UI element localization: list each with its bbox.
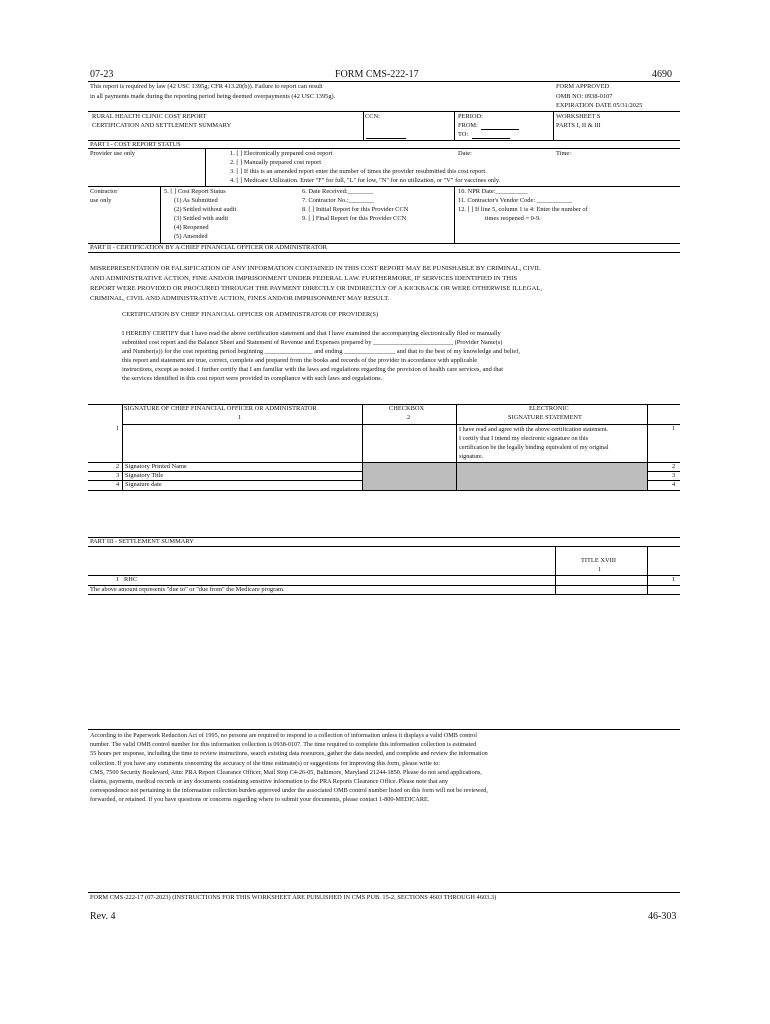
time-label: Time: xyxy=(556,150,572,157)
signatory-title-label: Signatory Title xyxy=(125,472,164,479)
ccn-label: CCN: xyxy=(365,113,380,120)
warning-statement: MISREPRESENTATION OR FALSIFICATION OF ANY INFORMATION CONTAINED IN THIS COST REPORT MAY BE PUNISHABLE BY CRIMINAL, CIVIL AND ADMINISTRATIVE ACTION, FINE AND/OR IMPRISONMENT UNDER FEDERAL LAW. FURTHERMORE, IF SERVICES IDENTIFIED IN THIS REPORT WERE PROVIDED OR PROCURED THROUGH THE PAYMENT DIRECTLY OR INDIRECTLY OF A KICKBACK OR WERE OTHERWISE ILLEGAL, CRIMINAL, CIVIL AND ADMINISTRATIVE ACTION, FINES AND/OR IMPRISONMENT MAY RESULT. xyxy=(90,265,543,302)
omb-number: OMB NO: 0938-0107 xyxy=(556,93,613,100)
initial-report-item: 8. [ ] Initial Report for this Provider CCN xyxy=(302,206,409,213)
row-number-right: 3 xyxy=(672,472,676,479)
shaded-cells xyxy=(457,463,647,490)
page-number: 46-303 xyxy=(648,911,677,922)
cert-title: CERTIFICATION BY CHIEF FINANCIAL OFFICER OR ADMINISTRATOR OF PROVIDER(S) xyxy=(122,311,379,318)
revision-number: Rev. 4 xyxy=(90,911,116,922)
sig-col-number: 1 xyxy=(238,414,242,421)
report-name-1: RURAL HEALTH CLINIC COST REPORT xyxy=(92,113,207,120)
rhc-label: RHC xyxy=(124,576,138,583)
signature-date-field[interactable] xyxy=(205,481,362,489)
form-title: FORM CMS-222-17 xyxy=(335,69,419,80)
status-item-3: 3. [ ] If this is an amended report enter the number of times the provider resubmitted this cost report. xyxy=(230,168,487,175)
npr-date: 10. NPR Date:__________ xyxy=(458,188,528,195)
cert-statement: I HEREBY CERTIFY that I have read the above certification statement and that I have examined the accompanying electronically filed or manually submitted cost report and the Balance Sheet and Statement of Revenue and Expenses prepared by _________________________ (Provider Name(s) and Number(s)) for the cost reporting period beginning _______________ and ending ________________ and that to the best of my knowledge and belief, this report and statement are true, correct, complete and prepared from the books and records of the provider in accordance with applicable instructions, except as noted. I further certify that I am familiar with the laws and regulations regarding the provision of health care services, and that the services identified in this cost report were provided in compliance with such laws and regulations. xyxy=(122,330,520,383)
part3-heading: PART III - SETTLEMENT SUMMARY xyxy=(90,538,194,545)
law-line-2: in all payments made during the reporting period being deemed overpayments (42 USC 1395g). xyxy=(90,93,336,100)
esig-col-header-2: SIGNATURE STATEMENT xyxy=(508,414,582,421)
to-label: TO: xyxy=(458,131,469,138)
row-number: 3 xyxy=(116,472,120,479)
row-number-right: 1 xyxy=(672,576,676,583)
contractor-label-2: use only xyxy=(90,197,112,204)
esig-col-header-1: ELECTRONIC xyxy=(529,405,569,412)
status-item-1: 1. [ ] Electronically prepared cost report xyxy=(230,150,333,157)
title-xviii-col-number: 1 xyxy=(598,566,602,573)
rhc-amount-field[interactable] xyxy=(556,576,647,584)
checkbox-col-number: 2 xyxy=(407,414,411,421)
status-option: (3) Settled with audit xyxy=(174,215,229,222)
status-option: (1) As Submitted xyxy=(174,197,218,204)
title-xviii-header: TITLE XVIII xyxy=(581,557,616,564)
reopened-item: 12. [ ] If line 5, column 1 is 4: Enter the number of xyxy=(458,206,588,213)
row-number: 1 xyxy=(116,425,120,432)
form-footer-note: FORM CMS-222-17 (07-2023) (INSTRUCTIONS FOR THIS WORKSHEET ARE PUBLISHED IN CMS PUB. 15-2, SECTIONS 4603 THROUGH 4603.3) xyxy=(90,894,497,901)
settlement-note: The above amount represents "due to" or "due from" the Medicare program. xyxy=(90,586,285,593)
law-line-1: This report is required by law (42 USC 1395g; CFR 413.20(b)). Failure to report can result xyxy=(90,83,323,90)
vendor-code: 11. Contractor's Vendor Code: ___________ xyxy=(458,197,572,204)
provider-use-label: Provider use only xyxy=(90,150,136,157)
signature-field[interactable] xyxy=(123,425,362,462)
form-number: 4690 xyxy=(652,69,672,80)
esig-statement: I have read and agree with the above certification statement. I certify that I intend my electronic signature on this certification be the legally binding equivalent of my original signature. xyxy=(459,426,609,461)
parts-label: PARTS I, II & III xyxy=(556,122,601,129)
signature-date-label: Signature date xyxy=(125,481,162,488)
row-number: 1 xyxy=(116,576,120,583)
expiration-date: EXPIRATION DATE 05/31/2025 xyxy=(556,102,643,109)
signatory-title-field[interactable] xyxy=(205,472,362,480)
paperwork-notice: According to the Paperwork Reduction Act of 1995, no persons are required to respond to a collection of information unless it displays a valid OMB control number. The valid OMB control number for this information collection is 0938-0107. The time required to complete this information collection is estimated 55 hours per response, including the time to review instructions, search existing data resources, gather the data needed, and complete and review the information collection. If you have any comments concerning the accuracy of the time estimate(s) or suggestions for improving this form, please write to: CMS, 7500 Security Boulevard, Attn: PRA Report Clearance Officer, Mail Stop C4-26-05, Baltimore, Maryland 21244-1850. Please do not send applications, claims, payments, medical records or any documents containing sensitive information to the PRA Reports Clearance Office. Please note that any correspondence not pertaining to the information collection burden approved under the associated OMB control number listed on this form will not be reviewed, forwarded, or retained. If you have questions or concerns regarding where to submit your documents, please contact 1-800-MEDICARE. xyxy=(90,732,488,804)
form-approved: FORM APPROVED xyxy=(556,83,610,90)
status-option: (5) Amended xyxy=(174,233,208,240)
reopened-times: times reopened = 0-9. xyxy=(485,215,541,222)
date-received: 6. Date Received:________ xyxy=(302,188,374,195)
status-item-2: 2. [ ] Manually prepared cost report xyxy=(230,159,322,166)
cost-report-status-title: 5. [ ] Cost Report Status xyxy=(164,188,226,195)
printed-name-label: Signatory Printed Name xyxy=(125,463,187,470)
row-number: 2 xyxy=(116,463,120,470)
worksheet-label: WORKSHEET S xyxy=(556,113,601,120)
contractor-number: 7. Contractor No.:________ xyxy=(302,197,375,204)
part2-heading: PART II - CERTIFICATION BY A CHIEF FINANCIAL OFFICER OR ADMINISTRATOR xyxy=(90,244,327,251)
row-number: 4 xyxy=(116,481,120,488)
row-number-right: 2 xyxy=(672,463,676,470)
contractor-label-1: Contractor xyxy=(90,188,118,195)
shaded-cells xyxy=(363,463,456,490)
row-number-right: 1 xyxy=(672,425,676,432)
final-report-item: 9. [ ] Final Report for this Provider CCN xyxy=(302,215,407,222)
report-name-2: CERTIFICATION AND SETTLEMENT SUMMARY xyxy=(92,122,232,129)
row-number-right: 4 xyxy=(672,481,676,488)
date-code: 07-23 xyxy=(90,69,114,80)
part1-heading: PART I - COST REPORT STATUS xyxy=(90,141,181,148)
printed-name-field[interactable] xyxy=(205,463,362,471)
from-label: FROM: xyxy=(458,122,478,129)
status-option: (4) Reopened xyxy=(174,224,209,231)
checkbox-field[interactable] xyxy=(363,425,456,462)
date-label: Date: xyxy=(458,150,472,157)
period-label: PERIOD: xyxy=(458,113,483,120)
status-item-4: 4. [ ] Medicare Utilization. Enter "F" for full, "L" for low, "N" for no utilization, or "V" for vaccines only. xyxy=(230,177,501,184)
status-option: (2) Settled without audit xyxy=(174,206,237,213)
checkbox-col-header: CHECKBOX xyxy=(389,405,425,412)
sig-col-header: SIGNATURE OF CHIEF FINANCIAL OFFICER OR ADMINISTRATOR xyxy=(124,405,317,412)
